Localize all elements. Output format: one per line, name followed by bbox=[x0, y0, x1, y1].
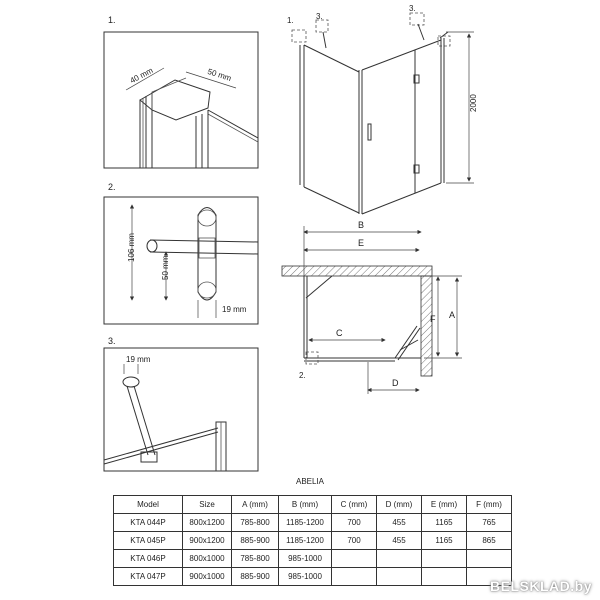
detail-1-dim-b: 50 mm bbox=[206, 66, 233, 84]
table-cell bbox=[377, 568, 422, 586]
table-cell: 900x1200 bbox=[183, 532, 232, 550]
col-c: C (mm) bbox=[332, 496, 377, 514]
height-dimension: 2000 bbox=[469, 94, 478, 112]
detail-2-number: 2. bbox=[108, 182, 116, 192]
table-cell: KTA 044P bbox=[114, 514, 183, 532]
col-model: Model bbox=[114, 496, 183, 514]
col-f: F (mm) bbox=[467, 496, 512, 514]
callout-2: 2. bbox=[299, 371, 306, 380]
table-cell bbox=[422, 550, 467, 568]
detail-3-number: 3. bbox=[108, 336, 116, 346]
table-cell: 885-900 bbox=[232, 532, 279, 550]
front-view bbox=[287, 4, 478, 214]
table-cell: 700 bbox=[332, 514, 377, 532]
table-cell: 865 bbox=[467, 532, 512, 550]
table-caption: ABELIA bbox=[295, 477, 324, 486]
table-cell bbox=[332, 568, 377, 586]
table-cell bbox=[422, 568, 467, 586]
detail-1-frame bbox=[104, 32, 258, 168]
table-cell: 985-1000 bbox=[279, 550, 332, 568]
table-row bbox=[114, 514, 512, 532]
table-cell: 455 bbox=[377, 532, 422, 550]
table-cell: 885-900 bbox=[232, 568, 279, 586]
dim-C: C bbox=[336, 328, 343, 338]
plan-view bbox=[282, 220, 462, 394]
detail-1-dim-a: 40 mm bbox=[128, 65, 155, 86]
table-cell bbox=[467, 550, 512, 568]
watermark: BELSKLAD.by bbox=[490, 578, 592, 594]
detail-2-dim-height: 106 mm bbox=[127, 233, 136, 262]
table-cell: 765 bbox=[467, 514, 512, 532]
table-cell: 800x1000 bbox=[183, 550, 232, 568]
table-cell: 700 bbox=[332, 532, 377, 550]
table-row bbox=[114, 532, 512, 550]
wall-right bbox=[421, 276, 432, 376]
detail-3-dim-width: 19 mm bbox=[126, 355, 151, 364]
col-d: D (mm) bbox=[377, 496, 422, 514]
wall-top bbox=[282, 266, 432, 276]
table-cell: 985-1000 bbox=[279, 568, 332, 586]
table-cell: 1185-1200 bbox=[279, 532, 332, 550]
table-cell: 1165 bbox=[422, 514, 467, 532]
table-cell: 1165 bbox=[422, 532, 467, 550]
col-a: A (mm) bbox=[232, 496, 279, 514]
dim-B: B bbox=[358, 220, 365, 230]
dim-E: E bbox=[358, 238, 365, 248]
detail-3-frame bbox=[104, 348, 258, 471]
table-cell: KTA 047P bbox=[114, 568, 183, 586]
detail-3 bbox=[104, 336, 258, 471]
detail-1-number: 1. bbox=[108, 15, 116, 25]
col-e: E (mm) bbox=[422, 496, 467, 514]
col-size: Size bbox=[183, 496, 232, 514]
table-header-row bbox=[114, 496, 512, 514]
callout-1: 1. bbox=[287, 16, 294, 25]
table-cell: KTA 046P bbox=[114, 550, 183, 568]
spec-table bbox=[113, 495, 512, 586]
table-row bbox=[114, 568, 512, 586]
callout-3-left: 3. bbox=[316, 12, 323, 21]
dim-A: A bbox=[449, 310, 456, 320]
detail-2-dim-width: 19 mm bbox=[222, 305, 247, 314]
table-cell: 785-800 bbox=[232, 550, 279, 568]
table-cell: 785-800 bbox=[232, 514, 279, 532]
table-cell bbox=[377, 550, 422, 568]
table-cell: 455 bbox=[377, 514, 422, 532]
detail-2 bbox=[104, 182, 258, 324]
table-cell: 900x1000 bbox=[183, 568, 232, 586]
col-b: B (mm) bbox=[279, 496, 332, 514]
table-cell: KTA 045P bbox=[114, 532, 183, 550]
table-cell: 1185-1200 bbox=[279, 514, 332, 532]
table-cell bbox=[332, 550, 377, 568]
dim-D: D bbox=[392, 378, 399, 388]
table-row bbox=[114, 550, 512, 568]
callout-3-right: 3. bbox=[409, 4, 416, 13]
dim-F: F bbox=[430, 314, 436, 324]
detail-2-dim-mid: 50 mm bbox=[161, 255, 170, 280]
detail-1 bbox=[104, 15, 258, 168]
table-cell: 800x1200 bbox=[183, 514, 232, 532]
